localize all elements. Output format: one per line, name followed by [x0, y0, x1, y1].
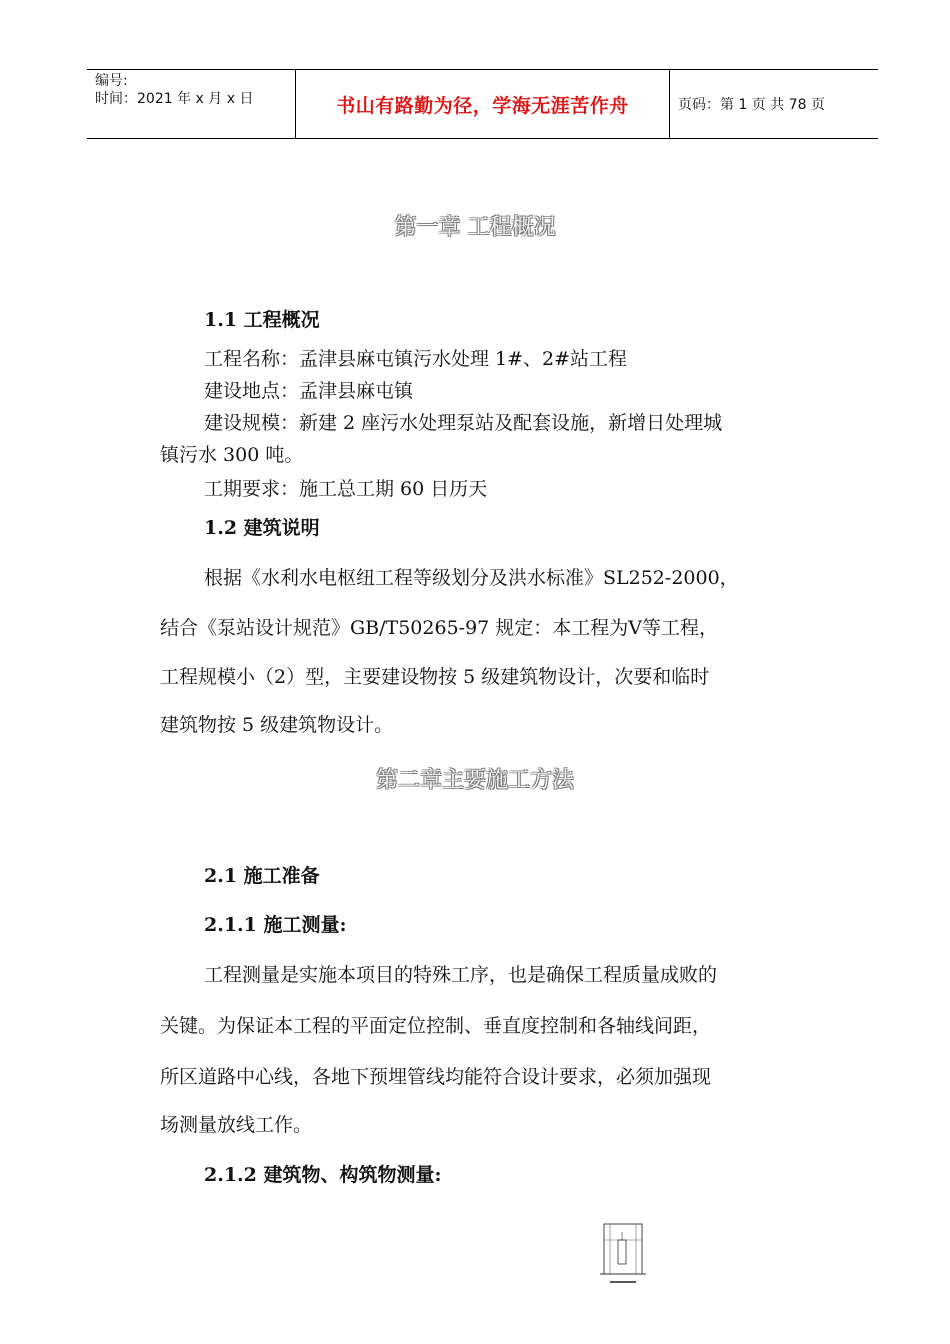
number-label: 编号:: [95, 73, 128, 89]
project-scale-line-2: 镇污水 300 吨。: [160, 444, 304, 466]
section-1-2-heading: 1.2 建筑说明: [204, 517, 320, 539]
paragraph-2-1-1-line-2: 关键。为保证本工程的平面定位控制、垂直度控制和各轴线间距，: [160, 1015, 712, 1037]
page-label: 页码：第 1 页 共 78 页: [678, 97, 825, 113]
project-name: 工程名称：孟津县麻屯镇污水处理 1#、2#站工程: [204, 348, 628, 370]
project-scale-line-1: 建设规模：新建 2 座污水处理泵站及配套设施，新增日处理城: [204, 412, 723, 434]
paragraph-2-1-1-line-4: 场测量放线工作。: [160, 1114, 313, 1136]
paragraph-1-2-line-4: 建筑物按 5 级建筑物设计。: [160, 714, 394, 736]
section-2-1-1-heading: 2.1.1 施工测量:: [204, 914, 347, 936]
survey-drawing-thumbnail: [590, 1218, 656, 1288]
motto: 书山有路勤为径，学海无涯苦作舟: [295, 70, 670, 138]
paragraph-1-2-line-2: 结合《泵站设计规范》GB/T50265-97 规定：本工程为Ⅴ等工程，: [160, 617, 719, 639]
header-info: [87, 70, 295, 138]
section-2-1-2-heading: 2.1.2 建筑物、构筑物测量:: [204, 1164, 442, 1186]
chapter-2-title: 第二章主要施工方法: [375, 768, 574, 793]
paragraph-2-1-1-line-1: 工程测量是实施本项目的特殊工序，也是确保工程质量成败的: [204, 964, 718, 986]
section-1-1-heading: 1.1 工程概况: [204, 309, 320, 331]
project-location: 建设地点：孟津县麻屯镇: [204, 380, 414, 402]
project-period: 工期要求：施工总工期 60 日历天: [204, 478, 488, 500]
chapter-1-title: 第一章 工程概况: [394, 215, 556, 240]
time-label: 时间：2021 年 x 月 x 日: [95, 91, 254, 107]
section-2-1-heading: 2.1 施工准备: [204, 865, 320, 887]
paragraph-2-1-1-line-3: 所区道路中心线，各地下预埋管线均能符合设计要求，必须加强现: [160, 1066, 712, 1088]
paragraph-1-2-line-1: 根据《水利水电枢纽工程等级划分及洪水标准》SL252-2000，: [204, 567, 739, 589]
paragraph-1-2-line-3: 工程规模小（2）型，主要建设物按 5 级建筑物设计，次要和临时: [160, 666, 710, 688]
page-header: [87, 69, 878, 139]
